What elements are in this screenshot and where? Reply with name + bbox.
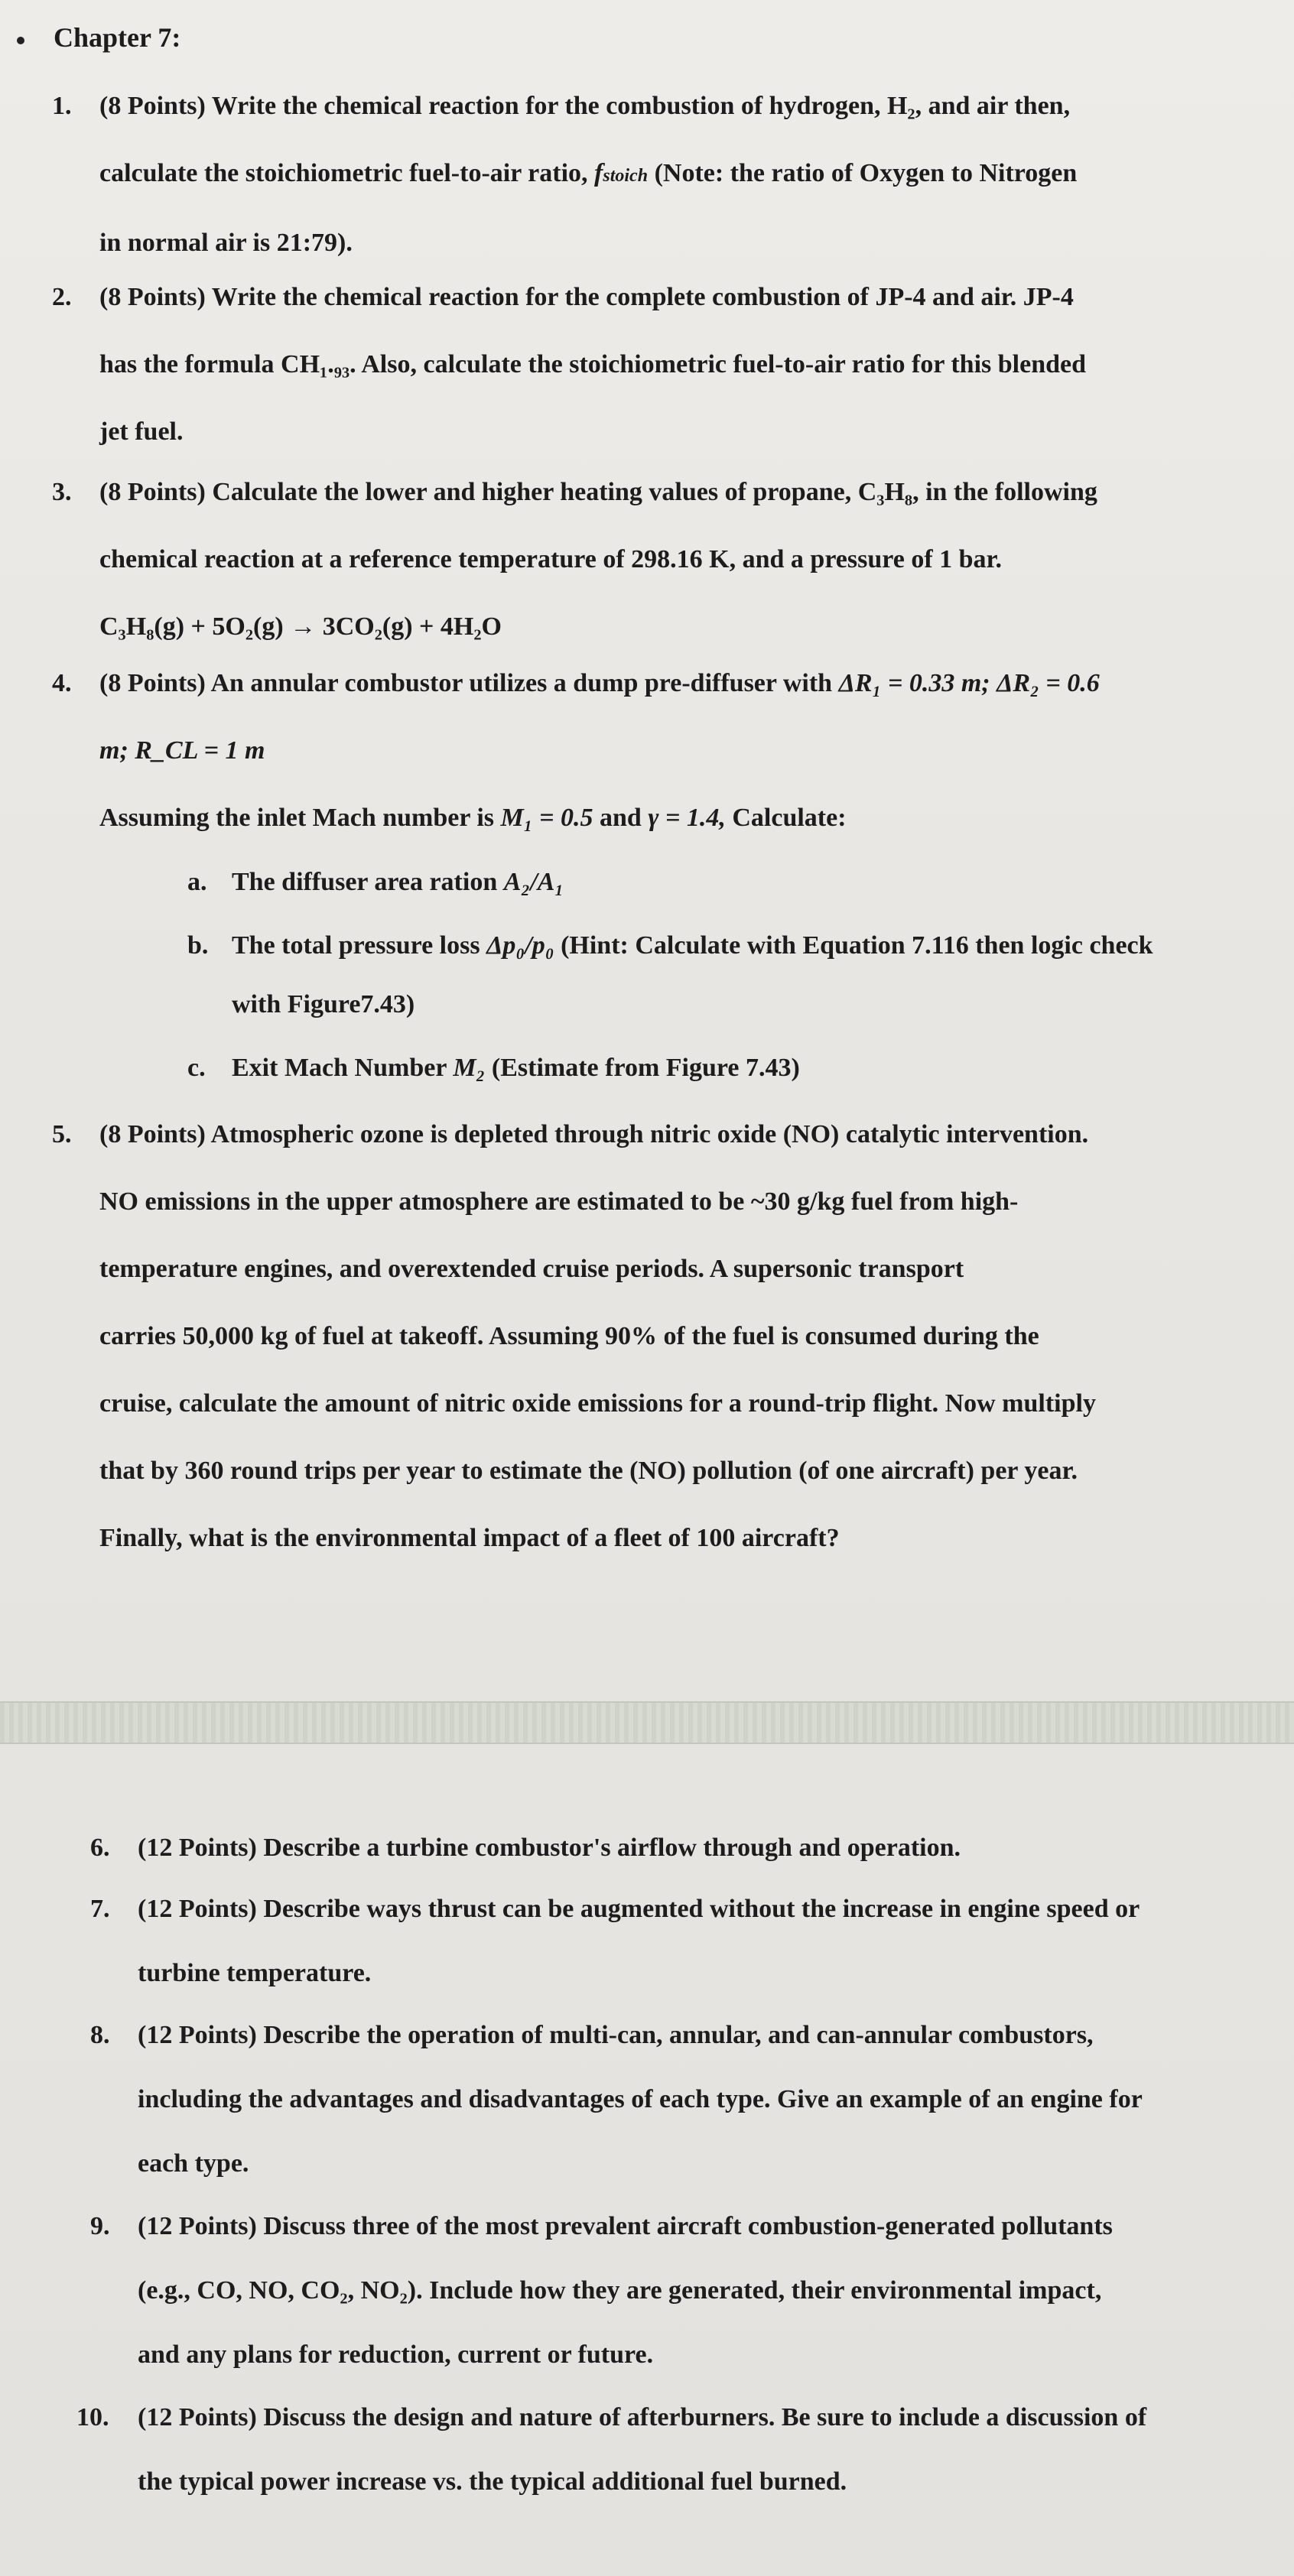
question-line: Finally, what is the environmental impact of a fleet of 100 aircraft? — [99, 1524, 840, 1552]
question-4 — [52, 650, 1231, 852]
question-4a — [187, 849, 564, 916]
question-6 — [90, 1816, 1247, 1880]
question-line — [99, 140, 1231, 210]
question-number: 4. — [52, 669, 72, 697]
f-stoich-subscript: stoich — [603, 166, 649, 186]
question-line: cruise, calculate the amount of nitric oxide emissions for a round-trip flight. Now multiply — [99, 1389, 1096, 1418]
chemical-equation: C₃H₈(g) + 5O₂(g) → 3CO₂(g) + 4H₂O — [99, 612, 502, 641]
sub-text: Exit Mach Number — [232, 1054, 454, 1082]
photo-band-divider — [0, 1701, 1294, 1744]
sub-label: b. — [187, 931, 209, 960]
question-line: (8 Points) Write the chemical reaction for the complete combustion of JP-4 and air. JP-4 — [99, 283, 1074, 311]
chapter-title: Chapter 7: — [54, 22, 181, 53]
question-line: and any plans for reduction, current or future. — [138, 2340, 654, 2369]
question-line: jet fuel. — [99, 417, 184, 446]
question-line — [99, 650, 1231, 717]
question-line: in normal air is 21:79). — [99, 229, 353, 257]
question-line: each type. — [138, 2149, 249, 2178]
bullet-icon — [17, 37, 24, 44]
sub-text: (Estimate from Figure 7.43) — [485, 1054, 800, 1082]
question-8 — [90, 2003, 1247, 2196]
question-text: and — [593, 804, 649, 832]
question-line: carries 50,000 kg of fuel at takeoff. Assuming 90% of the fuel is consumed during the — [99, 1322, 1039, 1350]
question-line: (12 Points) Describe the operation of multi-can, annular, and can-annular combustors, — [138, 2021, 1094, 2049]
question-number: 6. — [90, 1834, 110, 1862]
question-line: (8 Points) Calculate the lower and higher heating values of propane, C₃H₈, in the following — [99, 478, 1097, 506]
question-line: (8 Points) Atmospheric ozone is depleted through nitric oxide (NO) catalytic intervention. — [99, 1120, 1089, 1148]
question-text: (Note: the ratio of Oxygen to Nitrogen — [648, 159, 1078, 187]
question-line: (12 Points) Discuss three of the most prevalent aircraft combustion-generated pollutants — [138, 2212, 1113, 2240]
question-line: including the advantages and disadvantages of each type. Give an example of an engine for — [138, 2085, 1143, 2113]
question-line: temperature engines, and overextended cruise periods. A supersonic transport — [99, 1255, 964, 1283]
sub-label: c. — [187, 1054, 206, 1082]
given-values: γ = 1.4, — [648, 804, 726, 832]
given-values: m; R_CL = 1 m — [99, 736, 265, 765]
question-line: has the formula CH₁.₉₃. Also, calculate the stoichiometric fuel-to-air ratio for this blended — [99, 350, 1087, 378]
sub-label: a. — [187, 868, 207, 896]
question-line: NO emissions in the upper atmosphere are estimated to be ~30 g/kg fuel from high- — [99, 1187, 1019, 1216]
question-line: turbine temperature. — [138, 1959, 372, 1987]
question-1 — [52, 73, 1231, 277]
question-line: (12 Points) Describe a turbine combustor's airflow through and operation. — [138, 1834, 961, 1862]
question-line: (8 Points) Write the chemical reaction for the combustion of hydrogen, H₂, and air then, — [99, 92, 1071, 120]
question-text: calculate the stoichiometric fuel-to-air ratio, — [99, 159, 595, 187]
question-line: chemical reaction at a reference temperature of 298.16 K, and a pressure of 1 bar. — [99, 545, 1003, 573]
sub-text: The total pressure loss — [232, 931, 487, 960]
question-number: 1. — [52, 92, 72, 120]
sub-text: The diffuser area ration — [232, 868, 504, 896]
question-number: 7. — [90, 1895, 110, 1923]
f-stoich-symbol: f — [594, 159, 603, 187]
question-number: 9. — [90, 2212, 110, 2240]
question-4b — [187, 912, 1153, 979]
question-line: (12 Points) Describe ways thrust can be augmented without the increase in engine speed or — [138, 1895, 1140, 1923]
question-10 — [76, 2386, 1247, 2514]
question-line: (e.g., CO, NO, CO₂, NO₂). Include how they are generated, their environmental impact, — [138, 2276, 1102, 2305]
question-3 — [52, 459, 1231, 661]
question-4c — [187, 1035, 800, 1102]
sub-symbol: A₂/A₁ — [503, 868, 564, 896]
question-9 — [90, 2194, 1247, 2387]
question-line: the typical power increase vs. the typical additional fuel burned. — [138, 2467, 847, 2496]
question-7 — [90, 1877, 1247, 2006]
question-number: 5. — [52, 1120, 72, 1148]
given-values: ΔR₁ = 0.33 m; ΔR₂ = 0.6 — [838, 669, 1100, 697]
question-number: 8. — [90, 2021, 110, 2049]
given-values: M₁ = 0.5 — [500, 804, 593, 832]
sub-text: (Hint: Calculate with Equation 7.116 then logic check — [554, 931, 1153, 960]
question-text: (8 Points) An annular combustor utilizes a dump pre-diffuser with — [99, 669, 839, 697]
question-text: Assuming the inlet Mach number is — [99, 804, 501, 832]
question-text: Calculate: — [725, 804, 847, 832]
question-number: 3. — [52, 478, 72, 506]
question-5 — [52, 1101, 1231, 1572]
question-line: (12 Points) Discuss the design and nature of afterburners. Be sure to include a discussion of — [138, 2403, 1147, 2431]
question-4b-cont — [232, 971, 415, 1038]
sub-symbol: Δp₀/p₀ — [486, 931, 554, 960]
question-number: 2. — [52, 283, 72, 311]
sub-text: with Figure7.43) — [232, 990, 415, 1018]
sub-symbol: M₂ — [453, 1054, 486, 1082]
question-number: 10. — [76, 2403, 109, 2431]
question-line — [99, 784, 1231, 852]
question-2 — [52, 264, 1231, 466]
chapter-heading — [17, 21, 180, 54]
question-line: that by 360 round trips per year to estimate the (NO) pollution (of one aircraft) per year. — [99, 1457, 1078, 1485]
